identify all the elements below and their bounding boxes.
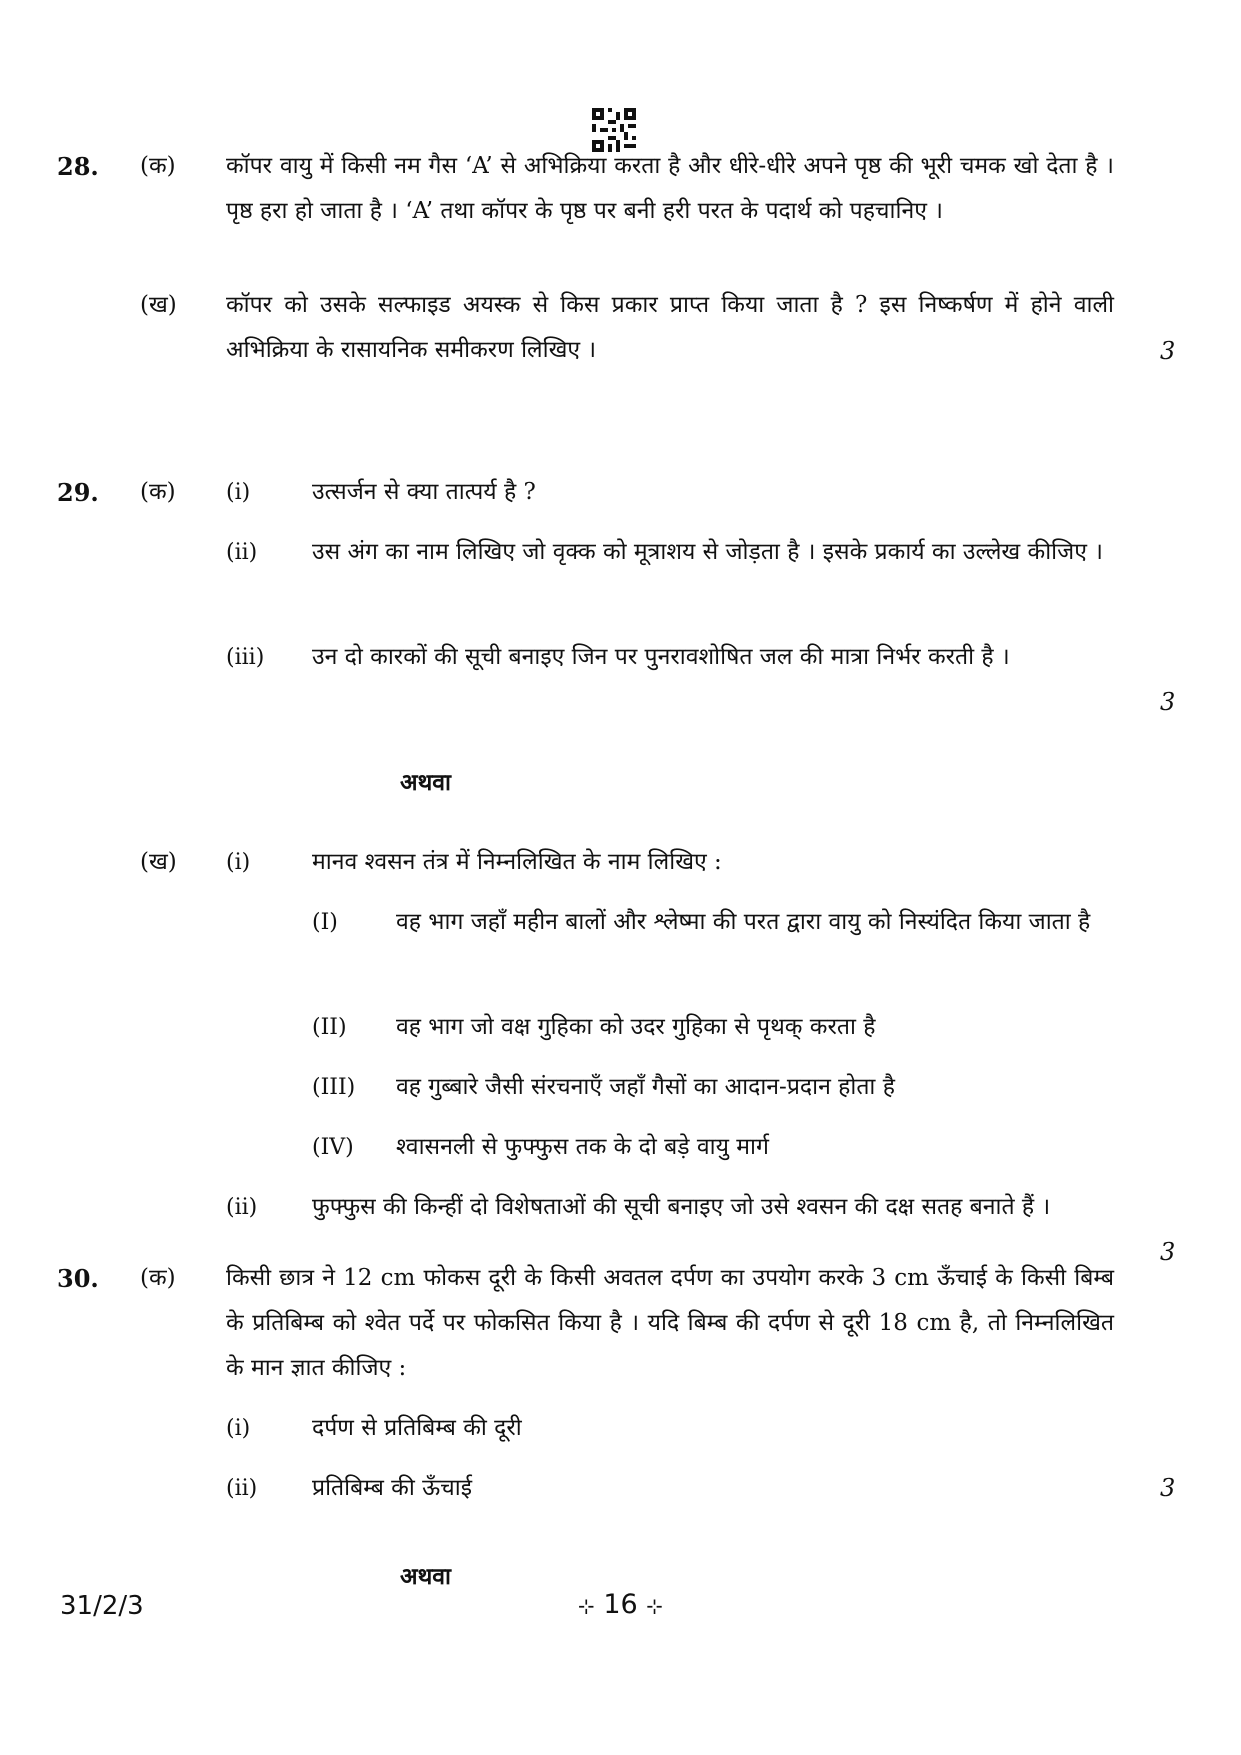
ornament-right-icon: ⊹ (646, 1593, 664, 1618)
question-number: 30. (57, 1264, 99, 1293)
question-text: किसी छात्र ने 12 cm फोकस दूरी के किसी अवतल दर्पण का उपयोग करके 3 cm ऊँचाई के किसी बिम्ब के प्रतिबिम्ब को श्वेत पर्दे पर फोकसित किया है । यदि बिम्ब की दर्पण से दूरी 18 cm है, तो निम्नलिखित के मान ज्ञात कीजिए : (226, 1265, 1114, 1381)
subpart-text: फुफ्फुस की किन्हीं दो विशेषताओं की सूची बनाइए जो उसे श्वसन की दक्ष सतह बनाते हैं । (312, 1194, 1051, 1220)
part-label-a: (क) (140, 153, 176, 179)
marks: 3 (1160, 1238, 1176, 1266)
ornament-left-icon: ⊹ (577, 1593, 595, 1618)
part-label-b: (ख) (140, 849, 177, 875)
page-number-footer (0, 1589, 1241, 1620)
question-text: कॉपर को उसके सल्फाइड अयस्क से किस प्रकार प्राप्त किया जाता है ? इस निष्कर्षण में होने वाली अभिक्रिया के रासायनिक समीकरण लिखिए । (226, 292, 1114, 363)
subpart-text: उत्सर्जन से क्या तात्पर्य है ? (312, 479, 536, 505)
question-number: 28. (57, 152, 99, 181)
part-label-b: (ख) (140, 292, 177, 318)
list-item-label: (I) (312, 910, 338, 935)
subpart-text: मानव श्वसन तंत्र में निम्नलिखित के नाम लिखिए : (312, 849, 722, 875)
marks: 3 (1160, 1474, 1176, 1502)
paper-code: 31/2/3 (60, 1591, 144, 1621)
list-item-text: वह भाग जो वक्ष गुहिका को उदर गुहिका से पृथक् करता है (396, 1014, 876, 1040)
or-separator: अथवा (400, 1563, 452, 1590)
subpart-label: (ii) (226, 1476, 258, 1501)
subpart-text: उस अंग का नाम लिखिए जो वृक्क को मूत्राशय से जोड़ता है । इसके प्रकार्य का उल्लेख कीजिए । (312, 539, 1103, 565)
subpart-label: (i) (226, 1416, 251, 1441)
subpart-text: दर्पण से प्रतिबिम्ब की दूरी (312, 1415, 522, 1441)
subpart-text: उन दो कारकों की सूची बनाइए जिन पर पुनरावशोषित जल की मात्रा निर्भर करती है । (312, 644, 1010, 670)
question-text: कॉपर वायु में किसी नम गैस ‘A’ से अभिक्रिया करता है और धीरे-धीरे अपने पृष्ठ की भूरी चमक खो देता है । पृष्ठ हरा हो जाता है । ‘A’ तथा कॉपर के पृष्ठ पर बनी हरी परत के पदार्थ को पहचानिए । (226, 153, 1114, 224)
list-item-label: (III) (312, 1075, 356, 1100)
part-label-a: (क) (140, 479, 176, 505)
list-item-text: वह गुब्बारे जैसी संरचनाएँ जहाँ गैसों का आदान-प्रदान होता है (396, 1074, 895, 1100)
list-item-label: (IV) (312, 1135, 354, 1160)
subpart-label: (i) (226, 480, 251, 505)
list-item-label: (II) (312, 1015, 347, 1040)
subpart-label: (ii) (226, 1195, 258, 1220)
marks: 3 (1160, 337, 1176, 365)
or-separator: अथवा (400, 769, 452, 796)
subpart-label: (i) (226, 850, 251, 875)
marks: 3 (1160, 688, 1176, 716)
list-item-text: श्वासनली से फुफ्फुस तक के दो बड़े वायु मार्ग (396, 1134, 769, 1160)
list-item-text: वह भाग जहाँ महीन बालों और श्लेष्मा की परत द्वारा वायु को निस्यंदित किया जाता है (396, 909, 1091, 935)
page-number: 16 (603, 1589, 638, 1620)
subpart-label: (ii) (226, 540, 258, 565)
question-number: 29. (57, 478, 99, 507)
subpart-text: प्रतिबिम्ब की ऊँचाई (312, 1475, 473, 1501)
subpart-label: (iii) (226, 645, 265, 670)
part-label-a: (क) (140, 1265, 176, 1291)
